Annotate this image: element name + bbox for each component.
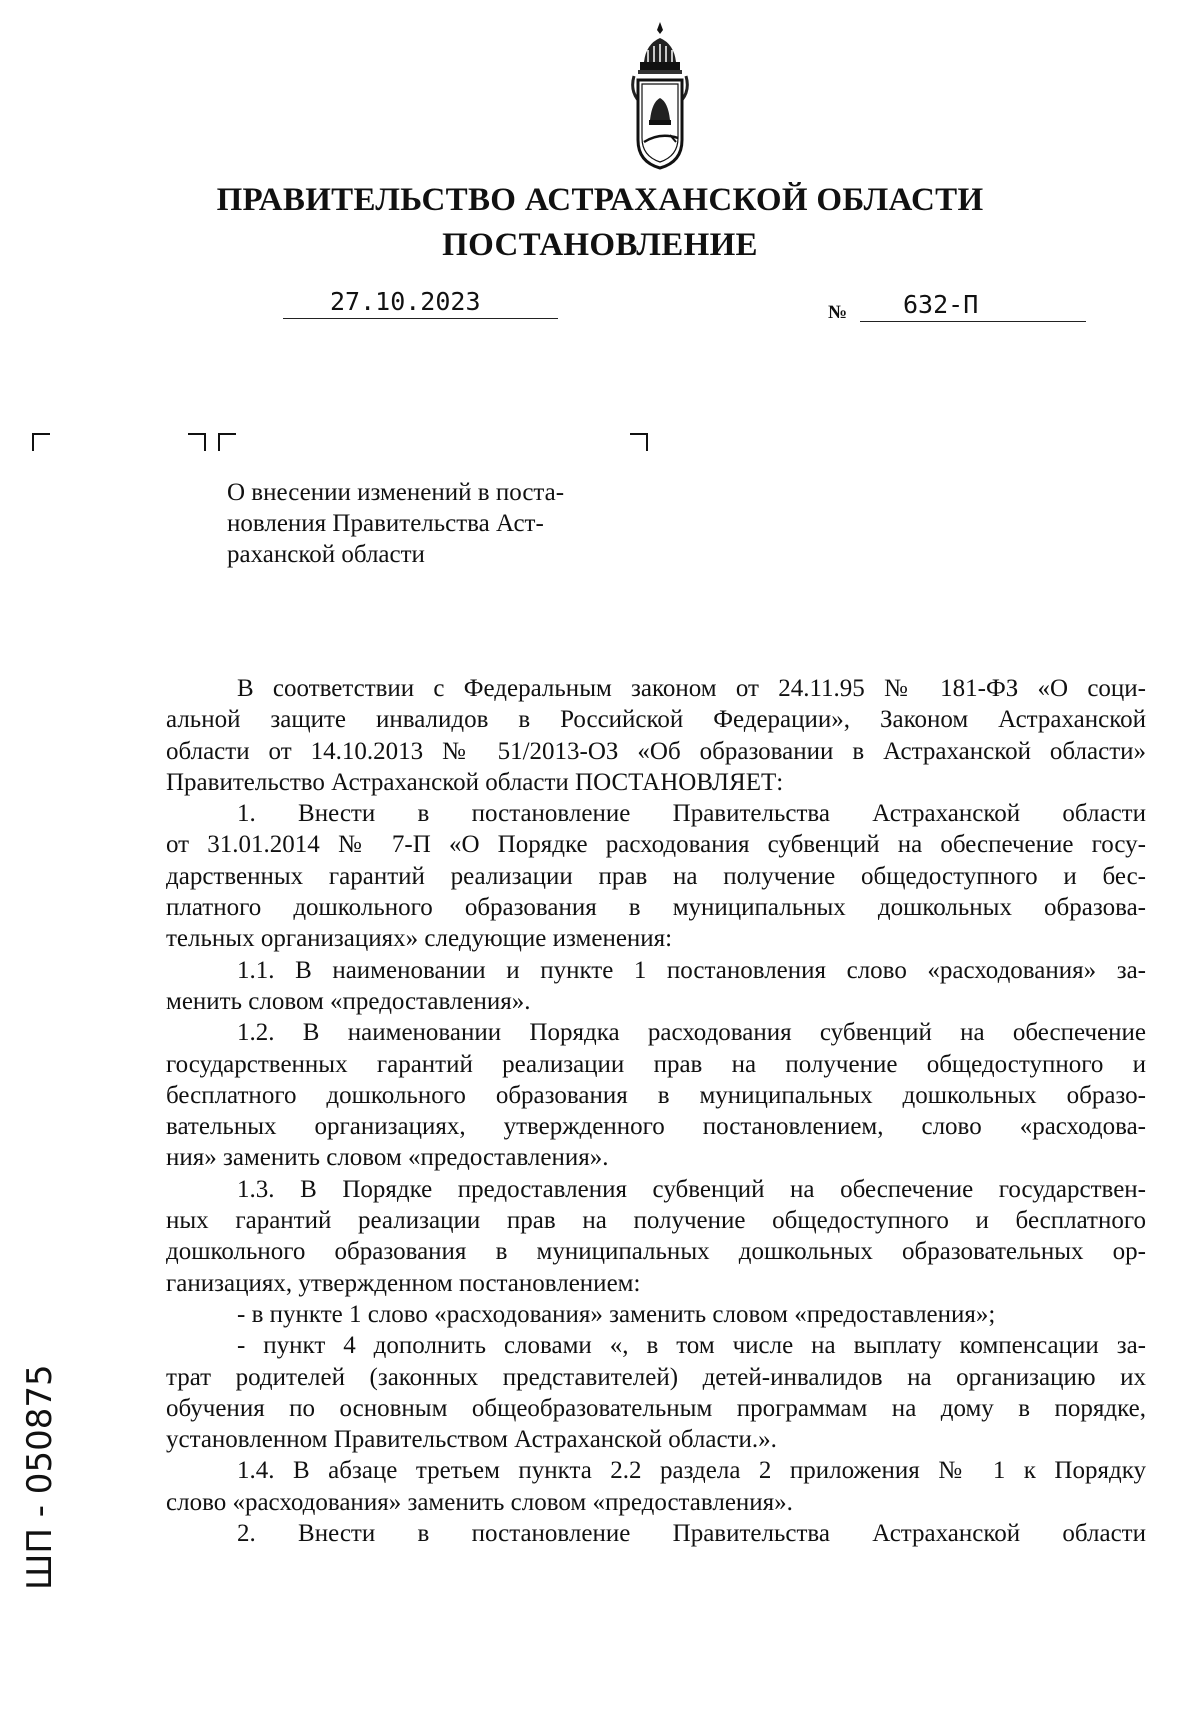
body-line: платного дошкольного образования в муниципальных дошкольных образова- (166, 894, 1146, 922)
body-line: 1. Внести в постановление Правительства Астраханской области (237, 800, 1146, 828)
document-type-title: ПОСТАНОВЛЕНИЕ (442, 227, 758, 263)
body-line: от 31.01.2014 № 7-П «О Порядке расходования субвенций на обеспечение госу- (166, 831, 1146, 859)
body-line: менить словом «предоставления». (166, 987, 531, 1015)
body-line: ных гарантий реализации прав на получение общедоступного и бесплатного (166, 1207, 1146, 1235)
body-line: дошкольного образования в муниципальных дошкольных образовательных ор- (166, 1238, 1146, 1266)
body-line: 1.3. В Порядке предоставления субвенций на обеспечение государствен- (237, 1175, 1146, 1203)
document-date: 27.10.2023 (330, 287, 481, 316)
body-line: 1.1. В наименовании и пункте 1 постановления слово «расходования» за- (237, 956, 1146, 984)
date-underline (283, 318, 558, 319)
body-line: - пункт 4 дополнить словами «, в том числе на выплату компенсации за- (237, 1332, 1146, 1360)
body-line: области от 14.10.2013 № 51/2013-ОЗ «Об образовании в Астраханской области» (166, 737, 1146, 765)
body-line: трат родителей (законных представителей) детей-инвалидов на организацию их (166, 1363, 1146, 1391)
corner-mark (218, 433, 236, 451)
body-line: тельных организациях» следующие изменения: (166, 925, 673, 953)
document-header (0, 178, 1200, 268)
body-line: дарственных гарантий реализации прав на получение общедоступного и бес- (166, 862, 1146, 890)
number-underline (860, 321, 1086, 322)
body-line: ганизациях, утвержденном постановлением: (166, 1269, 641, 1297)
body-line: В соответствии с Федеральным законом от 24.11.95 № 181-ФЗ «О соци- (237, 675, 1146, 702)
body-line: ния» заменить словом «предоставления». (166, 1144, 609, 1172)
corner-mark (188, 433, 206, 451)
body-line: обучения по основным общеобразовательным программам на дому в порядке, (166, 1394, 1146, 1422)
side-serial-code: ШП - 050875 (20, 1364, 60, 1590)
number-sign: № (828, 302, 848, 323)
body-line: альной защите инвалидов в Российской Федерации», Законом Астраханской (166, 706, 1146, 734)
document-subject (227, 477, 627, 570)
subject-line: раханской области (227, 541, 425, 568)
body-line: государственных гарантий реализации прав на получение общедоступного и (166, 1050, 1146, 1078)
document-number: 632-П (903, 290, 979, 319)
body-line: слово «расходования» заменить словом «предоставления». (166, 1488, 793, 1516)
body-line: вательных организациях, утвержденного постановлением, слово «расходова- (166, 1113, 1146, 1141)
coat-of-arms-emblem (630, 20, 690, 172)
corner-mark (32, 433, 50, 451)
body-line: установленном Правительством Астраханской области.». (166, 1426, 777, 1454)
body-line: бесплатного дошкольного образования в муниципальных дошкольных образо- (166, 1081, 1146, 1109)
body-line: Правительство Астраханской области ПОСТАНОВЛЯЕТ: (166, 768, 784, 796)
subject-line: О внесении изменений в поста- (227, 479, 565, 506)
subject-line: новления Правительства Аст- (227, 510, 544, 537)
body-line: 1.2. В наименовании Порядка расходования субвенций на обеспечение (237, 1019, 1146, 1047)
corner-mark (630, 433, 648, 451)
government-title: ПРАВИТЕЛЬСТВО АСТРАХАНСКОЙ ОБЛАСТИ (216, 182, 984, 218)
body-line: 2. Внести в постановление Правительства Астраханской области (237, 1520, 1146, 1548)
document-body (166, 673, 1146, 1549)
body-line: 1.4. В абзаце третьем пункта 2.2 раздела 2 приложения № 1 к Порядку (237, 1457, 1146, 1485)
body-line: - в пункте 1 слово «расходования» заменить словом «предоставления»; (237, 1300, 996, 1328)
